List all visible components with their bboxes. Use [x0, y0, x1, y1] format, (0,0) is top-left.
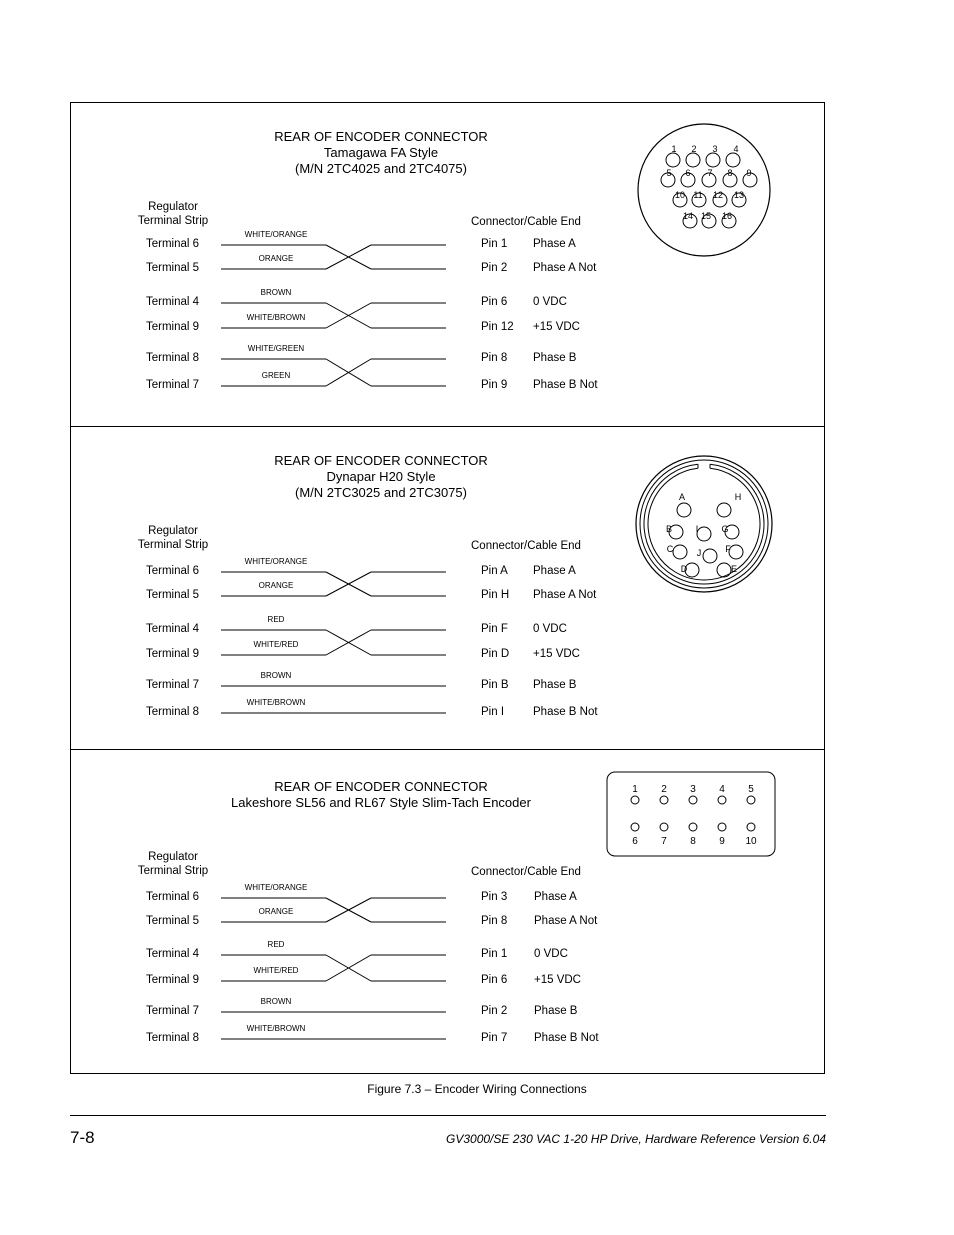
terminal-label: Terminal 4	[146, 296, 200, 308]
signal-label: Phase B	[533, 679, 577, 691]
pin-label: Pin H	[481, 589, 510, 601]
header-line-1: Regulator	[148, 851, 198, 863]
pin-label-6: 6	[632, 836, 638, 847]
page-number: 7-8	[70, 1128, 95, 1147]
pin-7	[660, 823, 668, 831]
signal-label: 0 VDC	[533, 623, 567, 635]
title-line-1: REAR OF ENCODER CONNECTOR	[274, 779, 488, 794]
pin-label: Pin F	[481, 623, 508, 635]
pin-label-13: 13	[733, 190, 745, 200]
title-line-2: Dynapar H20 Style	[326, 469, 436, 484]
signal-label: Phase A	[533, 238, 576, 250]
header-line-1: Regulator	[148, 201, 198, 213]
pin-label-1: 1	[632, 784, 638, 795]
pin-label-1: 1	[671, 144, 677, 154]
wire-color-label: BROWN	[260, 997, 292, 1006]
wire-color-label: WHITE/GREEN	[247, 344, 305, 353]
title-line-1: REAR OF ENCODER CONNECTOR	[274, 129, 488, 144]
pin-6	[631, 823, 639, 831]
signal-label: Phase A Not	[533, 589, 597, 601]
pin-label: Pin 9	[481, 379, 508, 391]
terminal-label: Terminal 5	[146, 915, 200, 927]
pin-C	[673, 545, 687, 559]
lakeshore-connector-diagram	[606, 771, 776, 857]
terminal-label: Terminal 7	[146, 1005, 200, 1017]
pin-label-E: E	[730, 564, 738, 574]
connector-shell-ring	[640, 460, 768, 588]
header-line-2: Terminal Strip	[137, 864, 209, 877]
header-line-1: Regulator	[148, 525, 198, 537]
signal-label: Phase B	[533, 352, 577, 364]
terminal-label: Terminal 8	[146, 1032, 200, 1044]
terminal-label: Terminal 6	[146, 891, 200, 903]
pin-3	[689, 796, 697, 804]
pin-label: Pin 8	[481, 352, 508, 364]
pin-label-15: 15	[700, 211, 712, 221]
connector-shell-outer	[636, 456, 772, 592]
pin-label: Pin 1	[481, 238, 508, 250]
figure-caption: Figure 7.3 – Encoder Wiring Connections	[367, 1082, 587, 1096]
signal-label: 0 VDC	[534, 948, 568, 960]
pin-label-9: 9	[719, 836, 725, 847]
pin-label-F: F	[725, 544, 731, 554]
pin-label-8: 8	[690, 836, 696, 847]
header-line-2: Terminal Strip	[137, 214, 209, 227]
wire-color-label: ORANGE	[258, 581, 294, 590]
pin-H	[717, 503, 731, 517]
terminal-label: Terminal 5	[146, 262, 200, 274]
dynapar-section	[71, 426, 824, 749]
pin-4	[726, 153, 740, 167]
document-title: GV3000/SE 230 VAC 1-20 HP Drive, Hardware Reference Version 6.04	[446, 1132, 826, 1146]
signal-label: +15 VDC	[533, 648, 580, 660]
pin-label-G: G	[721, 524, 729, 534]
pin-label-4: 4	[719, 784, 725, 795]
pin-label: Pin 2	[481, 262, 508, 274]
pin-4	[718, 796, 726, 804]
pin-label-7: 7	[661, 836, 667, 847]
terminal-label: Terminal 4	[146, 948, 200, 960]
pin-label-A: A	[678, 492, 686, 502]
pin-label: Pin 3	[481, 891, 508, 903]
tamagawa-connector-diagram	[636, 122, 772, 258]
pin-label-10: 10	[674, 190, 686, 200]
signal-label: Phase B Not	[533, 379, 598, 391]
pin-label-4: 4	[733, 144, 739, 154]
signal-label: Phase B Not	[534, 1032, 599, 1044]
footer-rule	[70, 1115, 826, 1116]
terminal-label: Terminal 4	[146, 623, 200, 635]
diagram-frame	[70, 102, 825, 1074]
wire-color-label: GREEN	[261, 371, 291, 380]
wire-color-label: WHITE/ORANGE	[244, 230, 308, 239]
pin-label-3: 3	[712, 144, 718, 154]
pin-label-3: 3	[690, 784, 696, 795]
signal-label: +15 VDC	[534, 974, 581, 986]
pin-9	[718, 823, 726, 831]
signal-label: +15 VDC	[533, 321, 580, 333]
wire-color-label: WHITE/BROWN	[246, 1024, 306, 1033]
wire-color-label: WHITE/ORANGE	[244, 883, 308, 892]
terminal-label: Terminal 6	[146, 238, 200, 250]
pin-label-D: D	[680, 564, 688, 574]
wire-color-label: ORANGE	[258, 254, 294, 263]
signal-label: Phase A	[533, 565, 576, 577]
pin-I	[697, 527, 711, 541]
wire-color-label: WHITE/ORANGE	[244, 557, 308, 566]
pin-label-J: J	[696, 548, 702, 558]
dynapar-connector-diagram	[634, 454, 774, 594]
signal-label: Phase B	[534, 1005, 578, 1017]
wire-color-label: WHITE/RED	[253, 640, 299, 649]
pin-label: Pin D	[481, 648, 510, 660]
connector-pins	[661, 144, 757, 228]
terminal-label: Terminal 9	[146, 974, 200, 986]
title-line-3: (M/N 2TC3025 and 2TC3075)	[295, 485, 467, 500]
title-line-2: Lakeshore SL56 and RL67 Style Slim-Tach Encoder	[231, 795, 531, 810]
connector-end-header: Connector/Cable End	[471, 216, 581, 228]
wire-color-label: WHITE/BROWN	[246, 313, 306, 322]
connector-pins	[666, 492, 743, 577]
signal-label: Phase A	[534, 891, 577, 903]
terminal-label: Terminal 5	[146, 589, 200, 601]
wire-color-label: RED	[267, 940, 285, 949]
pin-label: Pin 2	[481, 1005, 508, 1017]
signal-label: 0 VDC	[533, 296, 567, 308]
pin-1	[631, 796, 639, 804]
pin-2	[686, 153, 700, 167]
pin-label-5: 5	[748, 784, 754, 795]
signal-label: Phase A Not	[534, 915, 598, 927]
wire-color-label: BROWN	[260, 671, 292, 680]
pin-label-9: 9	[746, 168, 752, 178]
terminal-label: Terminal 6	[146, 565, 200, 577]
pin-label: Pin A	[481, 565, 508, 577]
pin-F	[729, 545, 743, 559]
pin-label: Pin I	[481, 706, 505, 718]
connector-shell	[638, 124, 770, 256]
pin-label-7: 7	[707, 168, 713, 178]
terminal-label: Terminal 8	[146, 352, 200, 364]
pin-label-B: B	[665, 524, 673, 534]
header-line-2: Terminal Strip	[137, 538, 209, 551]
pin-10	[747, 823, 755, 831]
pin-label-11: 11	[693, 190, 703, 200]
wire-color-label: BROWN	[260, 288, 292, 297]
pin-8	[689, 823, 697, 831]
pin-label-2: 2	[691, 144, 697, 154]
tamagawa-section	[71, 103, 824, 426]
pin-label-10: 10	[745, 836, 757, 847]
pin-label-H: H	[734, 492, 742, 502]
pin-label: Pin 8	[481, 915, 508, 927]
wire-color-label: RED	[267, 615, 285, 624]
pin-label: Pin B	[481, 679, 509, 691]
title-line-3: (M/N 2TC4025 and 2TC4075)	[295, 161, 467, 176]
wire-color-label: ORANGE	[258, 907, 294, 916]
lakeshore-section	[71, 749, 824, 1073]
pin-label: Pin 1	[481, 948, 508, 960]
terminal-label: Terminal 7	[146, 679, 200, 691]
terminal-label: Terminal 9	[146, 648, 200, 660]
pin-2	[660, 796, 668, 804]
connector-end-header: Connector/Cable End	[471, 540, 581, 552]
pin-label-C: C	[666, 544, 674, 554]
wire-color-label: WHITE/RED	[253, 966, 299, 975]
title-line-1: REAR OF ENCODER CONNECTOR	[274, 453, 488, 468]
pin-label-2: 2	[661, 784, 667, 795]
pin-label-5: 5	[666, 168, 672, 178]
signal-label: Phase A Not	[533, 262, 597, 274]
connector-shell-core	[648, 468, 760, 580]
pin-label-14: 14	[682, 211, 694, 221]
terminal-label: Terminal 9	[146, 321, 200, 333]
pin-label: Pin 6	[481, 296, 508, 308]
pin-label-6: 6	[685, 168, 691, 178]
pin-label: Pin 12	[481, 321, 514, 333]
pin-J	[703, 549, 717, 563]
title-line-2: Tamagawa FA Style	[323, 145, 439, 160]
terminal-label: Terminal 7	[146, 379, 200, 391]
pin-E	[717, 563, 731, 577]
signal-label: Phase B Not	[533, 706, 598, 718]
pin-label: Pin 6	[481, 974, 508, 986]
pin-label-I: I	[695, 524, 699, 534]
connector-pins	[631, 784, 757, 847]
wire-color-label: WHITE/BROWN	[246, 698, 306, 707]
pin-label-16: 16	[721, 211, 733, 221]
pin-label-8: 8	[727, 168, 733, 178]
pin-1	[666, 153, 680, 167]
pin-5	[747, 796, 755, 804]
connector-shell-inner	[644, 464, 764, 584]
terminal-label: Terminal 8	[146, 706, 200, 718]
pin-A	[677, 503, 691, 517]
connector-end-header: Connector/Cable End	[471, 866, 581, 878]
pin-label-12: 12	[712, 190, 724, 200]
pin-3	[706, 153, 720, 167]
pin-label: Pin 7	[481, 1032, 508, 1044]
